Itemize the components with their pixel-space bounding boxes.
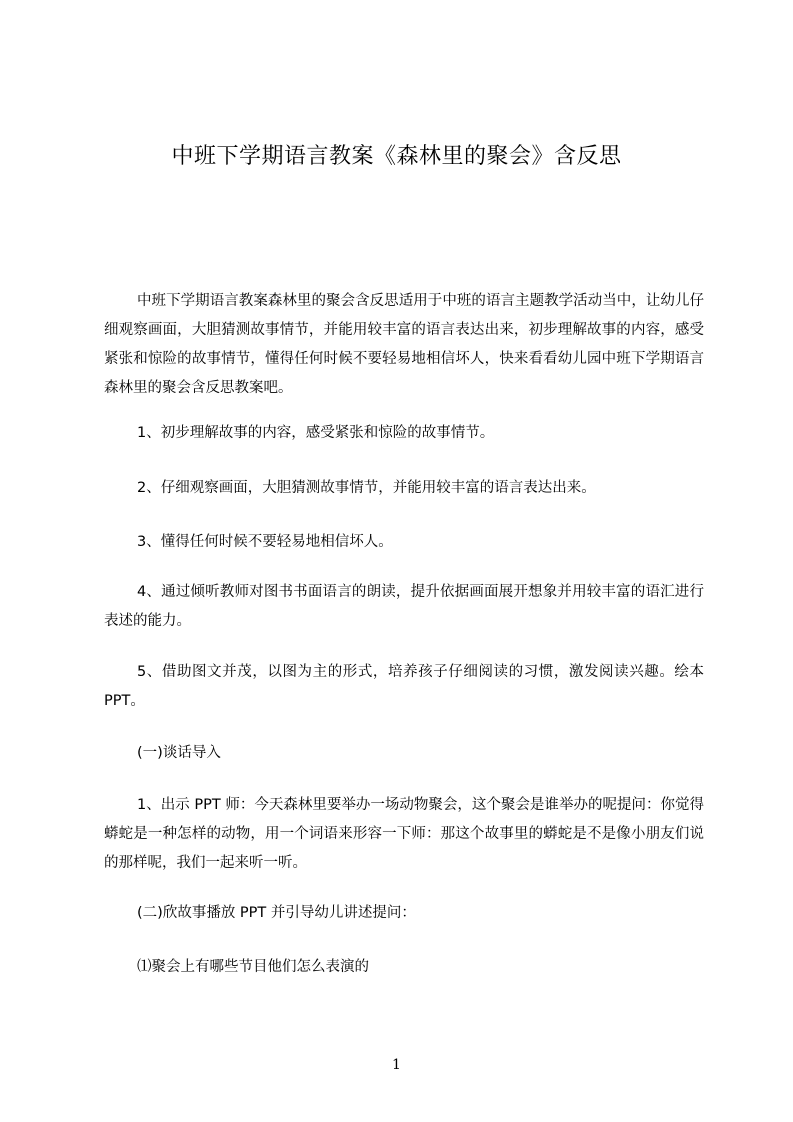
section-heading-story: (二)欣故事播放 PPT 并引导幼儿讲述提问： xyxy=(137,905,416,921)
objective-1: 1、初步理解故事的内容，感受紧张和惊险的故事情节。 xyxy=(137,425,495,441)
objective-2: 2、仔细观察画面，大胆猜测故事情节，并能用较丰富的语言表达出来。 xyxy=(137,480,596,496)
objective-4: 4、通过倾听教师对图书书面语言的朗读，提升依据画面展开想象并用较丰富的语汇进行表述的能力。 xyxy=(104,584,704,629)
section-heading-intro: (一)谈话导入 xyxy=(137,745,221,761)
document-title: 中班下学期语言教案《森林里的聚会》含反思 xyxy=(171,144,622,169)
page-number: 1 xyxy=(392,1057,401,1073)
question-1: ⑴聚会上有哪些节目他们怎么表演的 xyxy=(137,959,369,975)
objective-5: 5、借助图文并茂，以图为主的形式，培养孩子仔细阅读的习惯，激发阅读兴趣。绘本 PPT。 xyxy=(104,664,704,709)
step-1-paragraph: 1、出示 PPT 师：今天森林里要举办一场动物聚会，这个聚会是谁举办的呢提问：你觉得蟒蛇是一种怎样的动物，用一个词语来形容一下师：那这个故事里的蟒蛇是不是像小朋友们说的那样呢，我们一起来听一听。 xyxy=(104,797,704,871)
intro-paragraph: 中班下学期语言教案森林里的聚会含反思适用于中班的语言主题教学活动当中，让幼儿仔细观察画面，大胆猜测故事情节，并能用较丰富的语言表达出来，初步理解故事的内容，感受紧张和惊险的故事情节，懂得任何时候不要轻易地相信坏人，快来看看幼儿园中班下学期语言森林里的聚会含反思教案吧。 xyxy=(104,293,704,396)
objective-3: 3、懂得任何时候不要轻易地相信坏人。 xyxy=(137,534,393,550)
